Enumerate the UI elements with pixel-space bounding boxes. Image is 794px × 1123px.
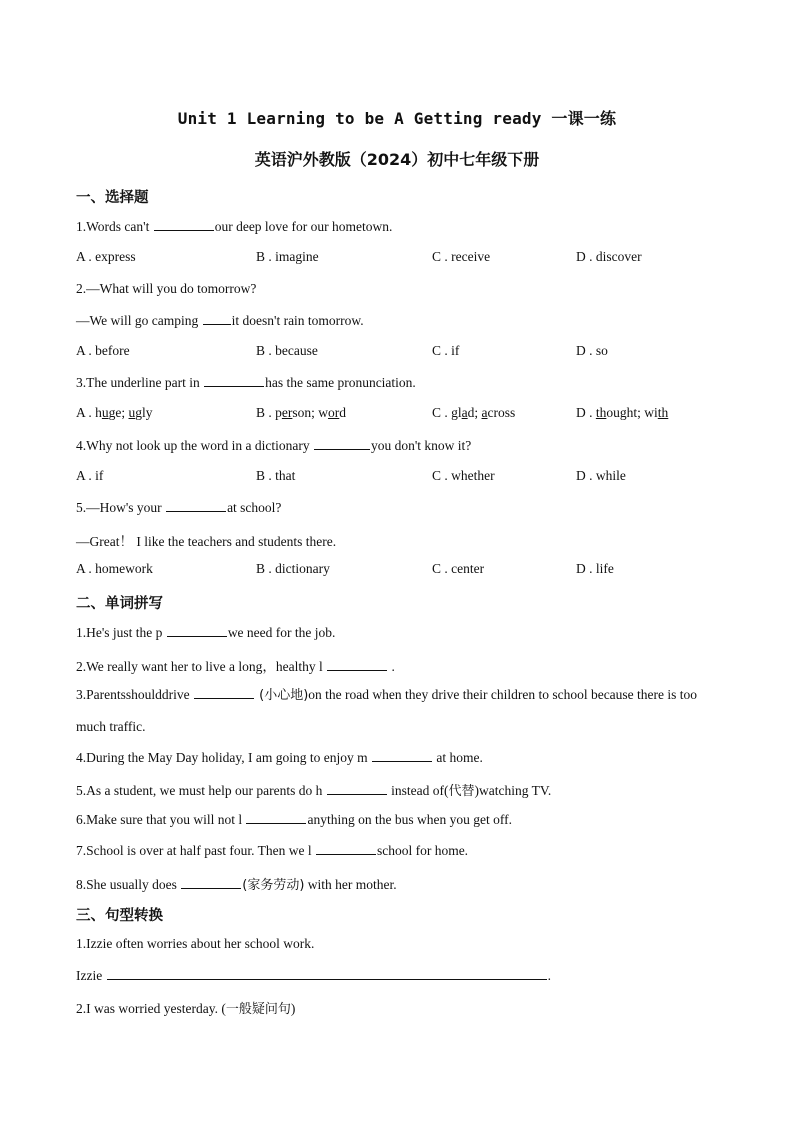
option-b: B . person; word (256, 405, 347, 420)
answer-blank (167, 624, 227, 637)
options-4 (76, 468, 716, 486)
option-d: D . while (576, 468, 626, 483)
answer-blank (327, 658, 387, 671)
option-a: A . before (76, 343, 130, 358)
option-d: D . life (576, 561, 614, 576)
option-c: C . receive (432, 249, 491, 264)
answer-blank (154, 218, 214, 231)
option-a: A . huge; ugly (76, 405, 153, 420)
answer-blank (327, 782, 387, 795)
answer-blank (316, 842, 376, 855)
answer-blank (166, 499, 226, 512)
option-b: B . because (256, 343, 318, 358)
option-a: A . express (76, 249, 136, 264)
spelling-1: 1.He's just the p we need for the job. (76, 625, 336, 640)
spelling-7: 7.School is over at half past four. Then we l school for home. (76, 843, 469, 858)
option-d: D . so (576, 343, 608, 358)
question-4: 4.Why not look up the word in a dictionary you don't know it? (76, 438, 472, 453)
question-1: 1.Words can't our deep love for our hometown. (76, 219, 393, 234)
option-b: B . dictionary (256, 561, 330, 576)
option-b: B . imagine (256, 249, 319, 264)
option-a: A . if (76, 468, 104, 483)
option-b: B . that (256, 468, 296, 483)
spelling-5: 5.As a student, we must help our parents do h instead of(代替)watching TV. (76, 783, 552, 799)
page-subtitle: 英语沪外教版（2024）初中七年级下册 (254, 150, 540, 169)
spelling-2: 2.We really want her to live a long，healthy l . (76, 659, 395, 674)
spelling-3: 3.Parentsshoulddrive (小心地)on the road when they drive their children to school because there is too much traffic. (76, 687, 698, 734)
spelling-4: 4.During the May Day holiday, I am going to enjoy m at home. (76, 750, 483, 765)
answer-blank (204, 374, 264, 387)
answer-blank (203, 312, 231, 325)
spelling-8: 8.She usually does (家务劳动) with her mother. (76, 877, 397, 893)
question-2-prompt: 2.—What will you do tomorrow? (76, 281, 257, 296)
option-d: D . thought; with (576, 405, 669, 420)
options-3 (76, 405, 716, 423)
answer-blank (372, 749, 432, 762)
question-2: —We will go camping it doesn't rain tomorrow. (76, 313, 364, 328)
options-5 (76, 561, 716, 579)
spelling-6: 6.Make sure that you will not l anything on the bus when you get off. (76, 812, 512, 827)
options-1 (76, 249, 716, 267)
question-5: 5.—How's your at school? (76, 500, 282, 515)
section-heading-transform: 三、句型转换 (76, 908, 163, 924)
page-title: Unit 1 Learning to be A Getting ready 一课一练 (177, 109, 617, 128)
option-c: C . if (432, 343, 460, 358)
answer-blank (314, 437, 370, 450)
transform-2-prompt: 2.I was worried yesterday. (一般疑问句) (76, 1001, 296, 1017)
transform-1-prompt: 1.Izzie often worries about her school work. (76, 936, 315, 951)
option-c: C . center (432, 561, 485, 576)
answer-blank (246, 811, 306, 824)
option-c: C . whether (432, 468, 495, 483)
section-heading-spelling: 二、单词拼写 (76, 596, 163, 612)
option-d: D . discover (576, 249, 642, 264)
question-5-response: —Great！ I like the teachers and students there. (76, 534, 337, 549)
question-3: 3.The underline part in has the same pronunciation. (76, 375, 416, 390)
transform-1-answer: Izzie . (76, 968, 551, 983)
option-a: A . homework (76, 561, 153, 576)
section-heading-choice: 一、选择题 (76, 190, 149, 206)
answer-blank (107, 967, 547, 980)
answer-blank (194, 686, 254, 699)
options-2 (76, 343, 716, 361)
option-c: C . glad; across (432, 405, 516, 420)
answer-blank (181, 876, 241, 889)
